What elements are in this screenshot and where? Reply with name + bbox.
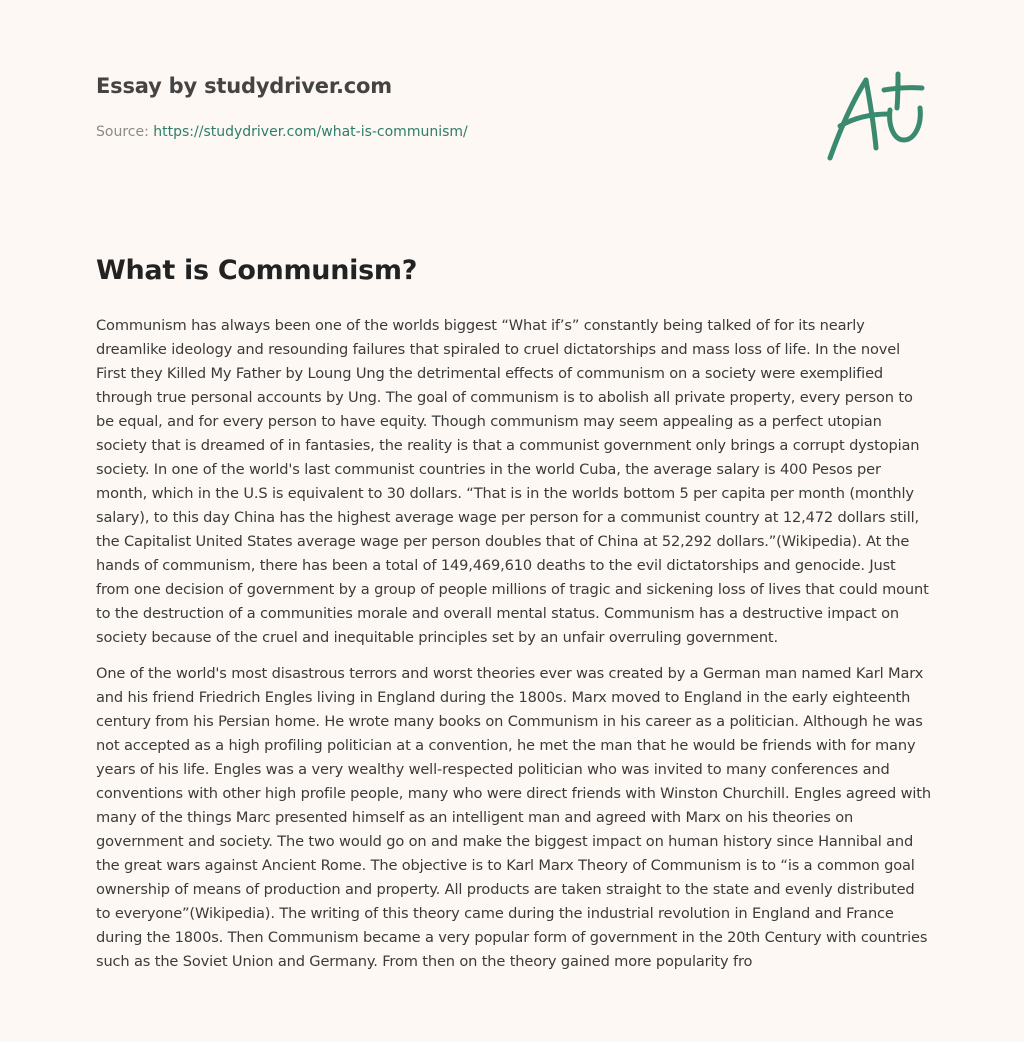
site-title: Essay by studydriver.com xyxy=(96,74,392,98)
source-link[interactable]: https://studydriver.com/what-is-communism/ xyxy=(153,124,468,140)
essay-paragraph-2: One of the world's most disastrous terrors and worst theories ever was created by a German man named Karl Marx and his friend Friedrich Engles living in England during the 1800s. Marx moved to England in the early eighteenth century from his Persian home. He wrote many books on Communism in his career as a politician. Although he was not accepted as a high profiling politician at a convention, he met the man that he would be friends with for many years of his life. Engles was a very wealthy well-respected politician who was invited to many conferences and conventions with other high profile people, many who were direct friends with Winston Churchill. Engles agreed with many of the things Marc presented himself as an intelligent man and agreed with Marx on his theories on government and society. The two would go on and make the biggest impact on human history since Hannibal and the great wars against Ancient Rome. The objective is to Karl Marx Theory of Communism is to “is a common goal ownership of means of production and property. All products are taken straight to the state and evenly distributed to everyone”(Wikipedia). The writing of this theory came during the industrial revolution in England and France during the 1800s. Then Communism became a very popular form of government in the 20th Century with countries such as the Soviet Union and Germany. From then on the theory gained more popularity fro xyxy=(96,665,931,970)
essay-title: What is Communism? xyxy=(96,255,418,286)
source-label: Source: xyxy=(96,124,154,140)
essay-paragraph-1: Communism has always been one of the worlds biggest “What if’s” constantly being talked of for its nearly dreamlike ideology and resounding failures that spiraled to cruel dictatorships and mass loss of life. In the novel First they Killed My Father by Loung Ung the detrimental effects of communism on a society were exemplified through true personal accounts by Ung. The goal of communism is to abolish all private property, every person to be equal, and for every person to have equity. Though communism may seem appealing as a perfect utopian society that is dreamed of in fantasies, the reality is that a communist government only brings a corrupt dystopian society. In one of the world's last communist countries in the world Cuba, the average salary is 400 Pesos per month, which in the U.S is equivalent to 30 dollars. “That is in the worlds bottom 5 per capita per month (monthly salary), to this day China has the highest average wage per person for a communist country at 12,472 dollars still, the Capitalist United States average wage per person doubles that of China at 52,292 dollars.”(Wikipedia). At the hands of communism, there has been a total of 149,469,610 deaths to the evil dictatorships and genocide. Just from one decision of government by a group of people millions of tragic and sickening loss of lives that could mount to the destruction of a communities morale and overall mental status. Communism has a destructive impact on society because of the cruel and inequitable principles set by an unfair overruling government. xyxy=(96,317,929,646)
source-line xyxy=(96,124,468,140)
page-header xyxy=(96,74,928,184)
a-plus-logo-icon xyxy=(822,68,926,164)
essay-body xyxy=(96,314,932,986)
